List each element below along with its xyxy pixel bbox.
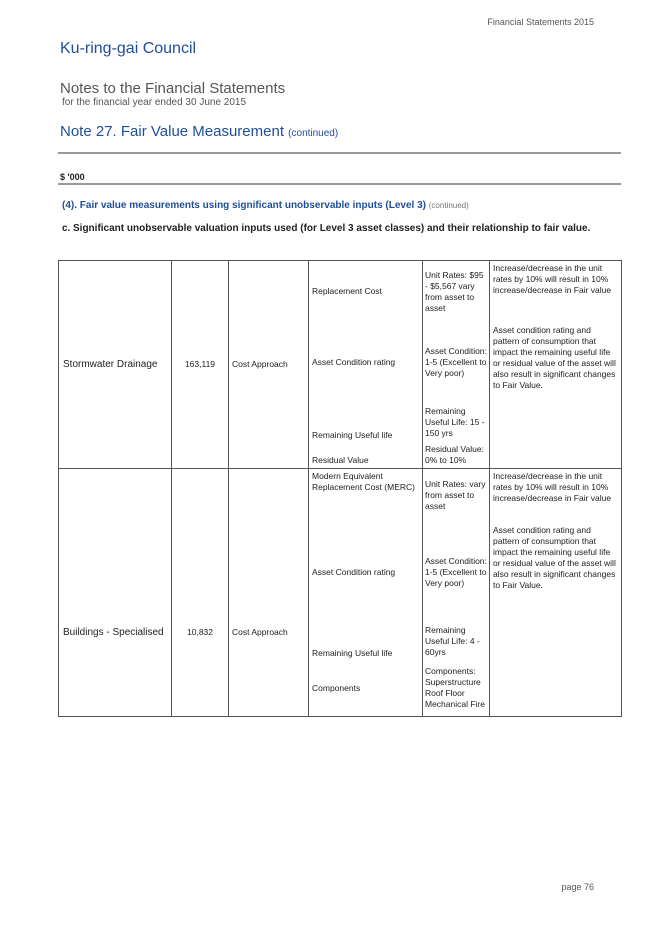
valuation-technique: Cost Approach: [232, 627, 288, 637]
notes-title: Notes to the Financial Statements: [60, 80, 286, 97]
relationship-cell: [490, 261, 622, 323]
valuation-technique-cell: [229, 261, 309, 469]
input-range: Remaining Useful Life: 4 - 60yrs: [425, 625, 480, 657]
unobservable-input: Components: [312, 682, 361, 693]
table-row: [59, 261, 622, 323]
unobservable-input: Modern Equivalent Replacement Cost (MERC): [312, 471, 415, 492]
relationship-cell: [490, 403, 622, 443]
relationship-text: Asset condition rating and pattern of consumption that impact the remaining useful life or residual value of the asset will also result in significant changes to Fair Value.: [493, 324, 616, 390]
unobservable-input: Asset Condition rating: [312, 357, 396, 367]
council-name: Ku-ring-gai Council: [60, 40, 197, 57]
divider: [58, 183, 621, 185]
input-range: Unit Rates: $95 - $5,567 vary from asset to asset: [425, 269, 484, 313]
fair-value-cell: [172, 469, 229, 717]
units-label: $ '000: [60, 172, 85, 182]
note-title-text: Note 27. Fair Value Measurement: [60, 123, 284, 140]
asset-class: Stormwater Drainage: [63, 359, 158, 370]
input-range-cell: [423, 661, 490, 717]
note-title: [60, 123, 338, 140]
divider: [58, 152, 621, 154]
asset-class-cell: [59, 261, 172, 469]
fair-value: 163,119: [184, 359, 216, 369]
input-range-cell: [423, 443, 490, 469]
notes-subtitle: for the financial year ended 30 June 2015: [62, 97, 247, 108]
relationship-cell: [490, 661, 622, 717]
section-title-text: (4). Fair value measurements using significant unobservable inputs (Level 3): [62, 200, 426, 211]
unobservable-input-cell: [309, 661, 423, 717]
input-range-cell: [423, 469, 490, 523]
unobservable-input-cell: [309, 523, 423, 623]
asset-class-cell: [59, 469, 172, 717]
input-range-cell: [423, 403, 490, 443]
input-range: Components: Superstructure Roof Floor Mechanical Fire: [425, 666, 485, 710]
input-range: Unit Rates: vary from asset to asset: [425, 479, 486, 512]
unobservable-input-cell: [309, 469, 423, 523]
valuation-technique: Cost Approach: [232, 359, 288, 369]
unobservable-input-cell: [309, 323, 423, 403]
input-range: Residual Value: 0% to 10%: [425, 444, 484, 466]
fair-value-table: [58, 260, 622, 717]
subsection-heading: [62, 223, 602, 235]
input-range-cell: [423, 623, 490, 661]
relationship-text: Increase/decrease in the unit rates by 10% will result in 10% increase/decrease in Fair value: [493, 471, 612, 503]
relationship-text: [490, 443, 621, 447]
relationship-text: Asset condition rating and pattern of consumption that impact the remaining useful life or residual value of the asset will also result in significant changes to Fair Value.: [493, 524, 616, 590]
input-range-cell: [423, 261, 490, 323]
relationship-text: [490, 623, 621, 627]
document-header: Financial Statements 2015: [487, 17, 594, 27]
input-range: Asset Condition: 1-5 (Excellent to Very poor): [425, 346, 487, 378]
input-range: Asset Condition: 1-5 (Excellent to Very poor): [425, 556, 487, 588]
relationship-cell: [490, 623, 622, 661]
input-range: Remaining Useful Life: 15 - 150 yrs: [425, 406, 485, 438]
unobservable-input-cell: [309, 261, 423, 323]
relationship-text: [490, 403, 621, 407]
relationship-cell: [490, 523, 622, 623]
input-range-cell: [423, 323, 490, 403]
table-row: [59, 469, 622, 523]
unobservable-input: Remaining Useful life: [312, 429, 393, 440]
section-title: [62, 200, 469, 211]
subsection-label: c.: [62, 223, 71, 234]
page-number: page 76: [561, 882, 594, 892]
relationship-cell: [490, 469, 622, 523]
fair-value-cell: [172, 261, 229, 469]
unobservable-input-cell: [309, 443, 423, 469]
relationship-cell: [490, 443, 622, 469]
fair-value: 10,832: [187, 627, 213, 637]
note-continued: (continued): [288, 128, 339, 139]
unobservable-input: Residual Value: [312, 455, 369, 465]
asset-class: Buildings - Specialised: [63, 627, 164, 638]
valuation-technique-cell: [229, 469, 309, 717]
unobservable-input: Remaining Useful life: [312, 647, 393, 658]
section-continued: (continued): [428, 201, 469, 210]
unobservable-input-cell: [309, 623, 423, 661]
unobservable-input: Replacement Cost: [312, 286, 382, 297]
relationship-text: [490, 661, 621, 665]
unobservable-input: Asset Condition rating: [312, 567, 396, 577]
relationship-text: Increase/decrease in the unit rates by 10% will result in 10% increase/decrease in Fair value: [493, 263, 612, 295]
input-range-cell: [423, 523, 490, 623]
unobservable-input-cell: [309, 403, 423, 443]
subsection-text: Significant unobservable valuation inputs used (for Level 3 asset classes) and their relationship to fair value.: [73, 223, 591, 234]
relationship-cell: [490, 323, 622, 403]
